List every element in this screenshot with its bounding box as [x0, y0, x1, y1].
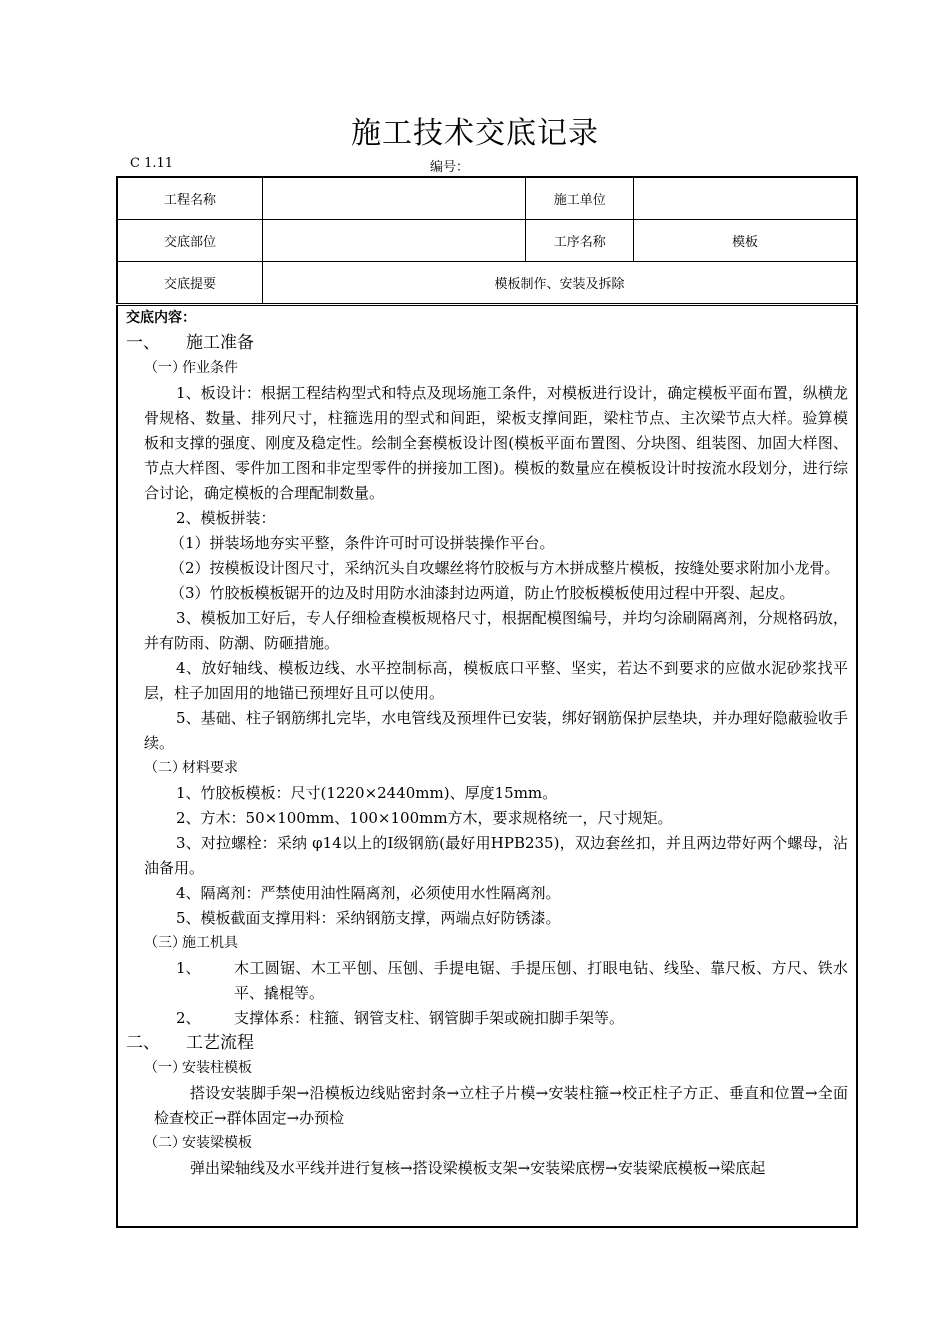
content-label: 交底内容： — [126, 310, 196, 326]
header-row-project — [117, 177, 857, 220]
section-title: 施工准备 — [186, 333, 254, 353]
section-heading — [118, 1031, 856, 1056]
list-item — [118, 956, 856, 1006]
header-row-summary — [117, 262, 857, 304]
location-label: 交底部位 — [117, 220, 263, 262]
header-table — [116, 176, 858, 304]
process-name-label: 工序名称 — [526, 220, 634, 262]
disclosure-content — [116, 305, 858, 1228]
subsection-heading — [118, 931, 856, 956]
list-item-number: 1、 — [176, 959, 201, 977]
paragraph: 4、隔离剂：严禁使用油性隔离剂，必须使用水性隔离剂。 — [176, 884, 561, 902]
paragraph: 4、放好轴线、模板边线、水平控制标高，模板底口平整、坚实，若达不到要求的应做水泥砂浆找平层，柱子加固用的地锚已预埋好且可以使用。 — [144, 659, 848, 702]
subsection-number: （一） — [144, 360, 186, 376]
project-name-field[interactable] — [263, 177, 526, 220]
paragraph: （1）拼装场地夯实平整，条件许可时可设拼装操作平台。 — [170, 534, 555, 552]
construction-unit-label: 施工单位 — [526, 177, 634, 220]
subsection-number: （二） — [144, 760, 186, 776]
form-code: C 1.11 — [130, 156, 174, 171]
subsection-number: （一） — [144, 1060, 186, 1076]
section-number: 二、 — [126, 1033, 160, 1053]
summary-label: 交底提要 — [117, 262, 263, 304]
summary-field[interactable]: 模板制作、安装及拆除 — [263, 262, 857, 304]
subsection-heading — [118, 1131, 856, 1156]
subsection-heading — [118, 756, 856, 781]
paragraph: 5、模板截面支撑用料：采纳钢筋支撑，两端点好防锈漆。 — [176, 909, 561, 927]
subsection-title: 作业条件 — [182, 360, 238, 376]
subsection-heading — [118, 356, 856, 381]
subsection-title: 安装梁模板 — [182, 1135, 252, 1151]
serial-number-label: 编号： — [430, 160, 470, 175]
subsection-title: 施工机具 — [182, 935, 238, 951]
paragraph: （2）按模板设计图尺寸，采纳沉头自攻螺丝将竹胶板与方木拼成整片模板，按缝处要求附加小龙骨。 — [170, 559, 840, 577]
paragraph: 1、板设计：根据工程结构型式和特点及现场施工条件，对模板进行设计，确定模板平面布置，纵横龙骨规格、数量、排列尺寸，柱箍选用的型式和间距，梁板支撑间距，梁柱节点、主次梁节点大样。验算模板和支撑的强度、刚度及稳定性。绘制全套模板设计图(模板平面布置图、分块图、组装图、加固大样图、节点大样图、零件加工图和非定型零件的拼接加工图)。模板的数量应在模板设计时按流水段划分，进行综合讨论，确定模板的合理配制数量。 — [144, 384, 848, 502]
paragraph: （3）竹胶板模板锯开的边及时用防水油漆封边两道，防止竹胶板模板使用过程中开裂、起皮。 — [170, 584, 795, 602]
list-item-text: 支撑体系：柱箍、钢管支柱、钢管脚手架或碗扣脚手架等。 — [234, 1009, 625, 1027]
section-heading — [118, 331, 856, 356]
document-title: 施工技术交底记录 — [351, 116, 599, 151]
process-name-field[interactable]: 模板 — [634, 220, 857, 262]
paragraph: 5、基础、柱子钢筋绑扎完毕，水电管线及预埋件已安装，绑好钢筋保护层垫块，并办理好隐蔽验收手续。 — [144, 709, 848, 752]
subsection-number: （三） — [144, 935, 186, 951]
project-name-label: 工程名称 — [117, 177, 263, 220]
list-item-number: 2、 — [176, 1009, 201, 1027]
list-item-text: 木工圆锯、木工平刨、压刨、手提电锯、手提压刨、打眼电钻、线坠、靠尺板、方尺、铁水平、撬棍等。 — [234, 959, 848, 1002]
paragraph: 2、模板拼装： — [176, 509, 276, 527]
location-field[interactable] — [263, 220, 526, 262]
process-flow: 弹出梁轴线及水平线并进行复核→搭设梁模板支架→安装梁底楞→安装梁底模板→梁底起 — [190, 1159, 766, 1177]
subsection-number: （二） — [144, 1135, 186, 1151]
header-row-location — [117, 220, 857, 262]
paragraph: 3、模板加工好后，专人仔细检查模板规格尺寸，根据配模图编号，并均匀涂刷隔离剂，分规格码放，并有防雨、防潮、防砸措施。 — [144, 609, 848, 652]
process-flow: 搭设安装脚手架→沿模板边线贴密封条→立柱子片模→安装柱箍→校正柱子方正、垂直和位置→全面检查校正→群体固定→办预检 — [154, 1084, 848, 1127]
paragraph: 1、竹胶板模板：尺寸(1220×2440mm)、厚度15mm。 — [176, 784, 558, 802]
paragraph: 2、方木：50×100mm、100×100mm方木，要求规格统一，尺寸规矩。 — [176, 809, 673, 827]
subsection-title: 安装柱模板 — [182, 1060, 252, 1076]
subsection-title: 材料要求 — [182, 760, 238, 776]
section-number: 一、 — [126, 333, 160, 353]
list-item — [118, 1006, 856, 1031]
subsection-heading — [118, 1056, 856, 1081]
construction-unit-field[interactable] — [634, 177, 857, 220]
section-title: 工艺流程 — [186, 1033, 254, 1053]
paragraph: 3、对拉螺栓：采纳 φ14以上的Ⅰ级钢筋(最好用HPB235)，双边套丝扣，并且两边带好两个螺母，沾油备用。 — [144, 834, 848, 877]
